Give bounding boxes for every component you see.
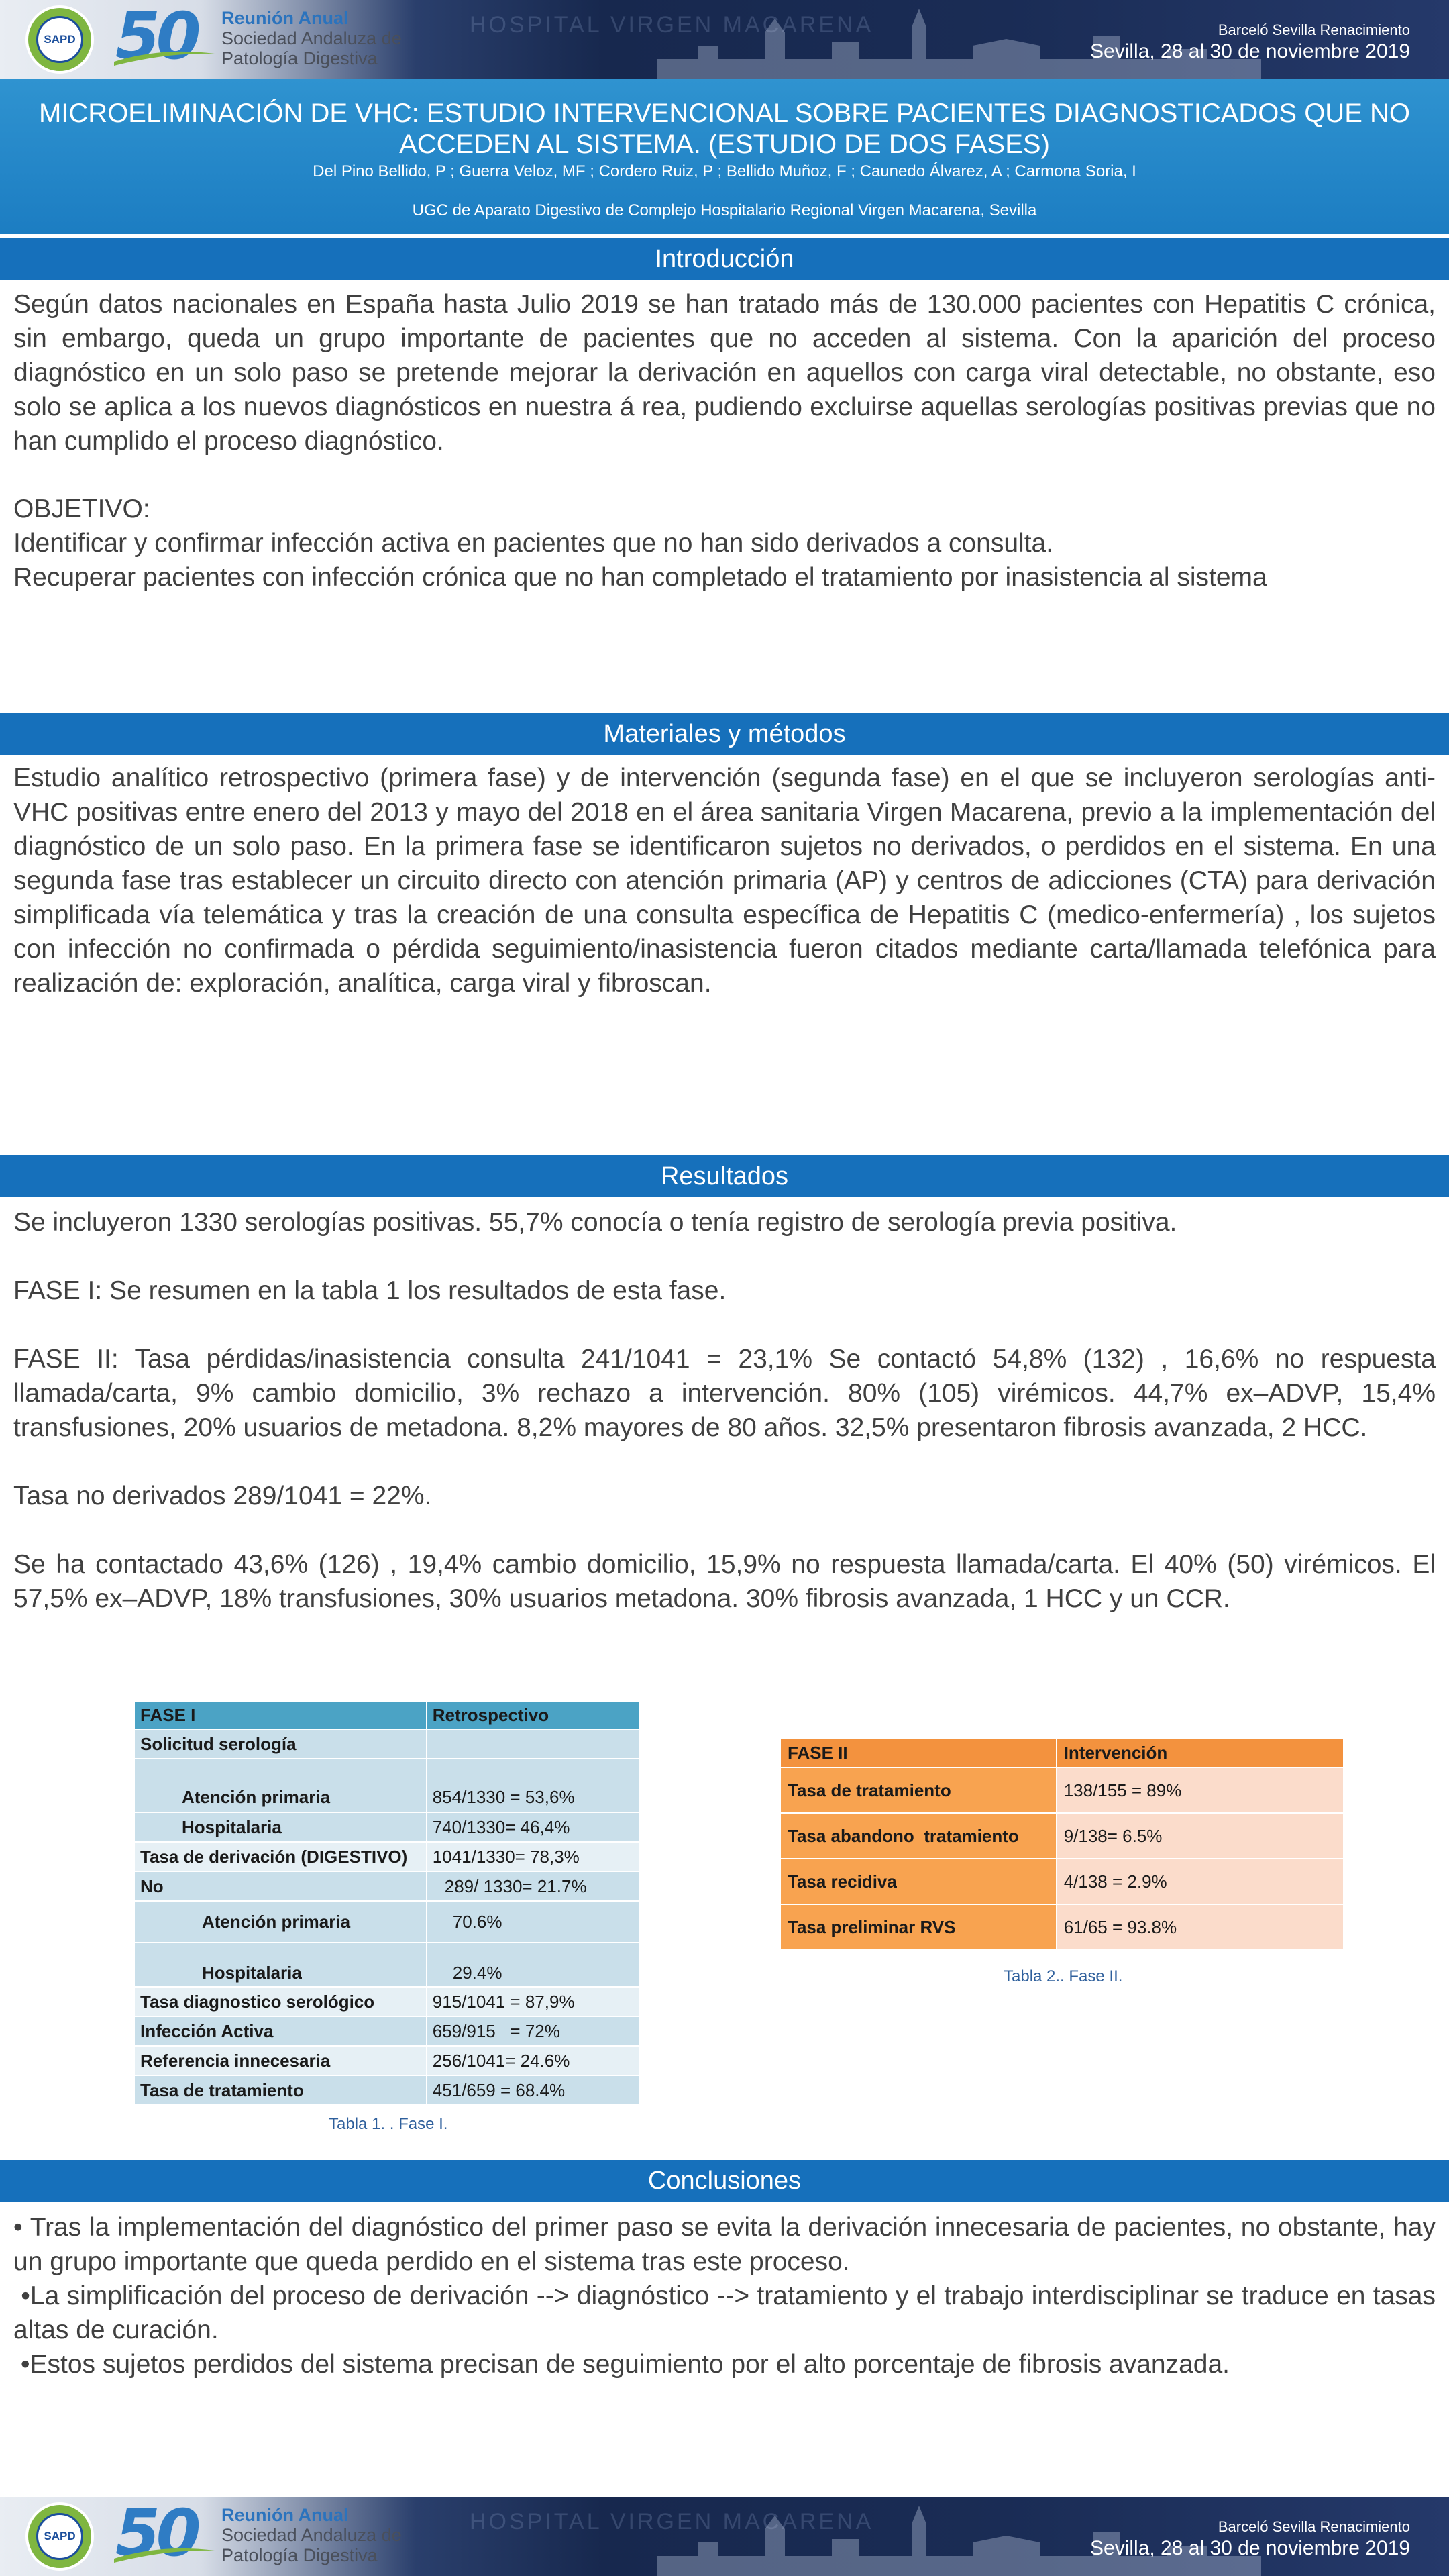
table-header-cell: FASE I <box>134 1701 427 1729</box>
affiliation: UGC de Aparato Digestivo de Complejo Hospitalario Regional Virgen Macarena, Sevilla <box>412 201 1037 219</box>
authors: Del Pino Bellido, P ; Guerra Veloz, MF ; Cordero Ruiz, P ; Bellido Muñoz, F ; Caunedo Álvarez, A ; Carmona Soria, I <box>313 162 1136 181</box>
table-header-row <box>134 1701 640 1729</box>
venue-info <box>1090 2517 1410 2560</box>
table-cell: Tasa de derivación (DIGESTIVO) <box>134 1842 427 1871</box>
table-cell: 61/65 = 93.8% <box>1057 1904 1344 1950</box>
brand-text <box>221 2505 402 2565</box>
results-p1: Se incluyeron 1330 serologías positivas. 55,7% conocía o tenía registro de serología previa positiva. <box>13 1208 1177 1237</box>
brand-line2: Sociedad Andaluza de <box>221 28 402 48</box>
table-row <box>134 2046 640 2075</box>
objective-label: OBJETIVO: <box>13 495 150 523</box>
table-cell: Tasa preliminar RVS <box>780 1904 1057 1950</box>
table-row <box>134 1729 640 1759</box>
banner-watermark: HOSPITAL VIRGEN MACARENA <box>470 12 874 38</box>
brand-line1: Reunión Anual <box>221 2505 349 2525</box>
brand-line3: Patología Digestiva <box>221 2545 378 2565</box>
table-cell: Infección Activa <box>134 2016 427 2046</box>
logo-swoosh <box>114 47 215 67</box>
table-cell: 1041/1330= 78,3% <box>427 1842 640 1871</box>
table-cell: 854/1330 = 53,6% <box>427 1759 640 1812</box>
table-header-row <box>780 1738 1344 1767</box>
methods-paragraph: Estudio analítico retrospectivo (primera fase) y de intervención (segunda fase) en el que se incluyeron serologías anti-VHC positivas entre enero del 2013 y mayo del 2018 en el área sanitaria Virgen Macarena, previo a la implementación del diagnóstico de un solo paso. En la primera fase se identificaron sujetos no derivados, o perdidos en el sistema. En una segunda fase tras establecer un circuito directo con atención primaria (AP) y centros de adicciones (CTA) para derivación simplificada vía telemática y tras la creación de una consulta específica de Hepatitis C (medico-enfermería) , los sujetos con infección no confirmada o pérdida seguimiento/inasistencia fueron citados mediante carta/llamada telefónica para realización de: exploración, analítica, carga viral y fibroscan. <box>13 764 1436 998</box>
conclusion-item-2: •La simplificación del proceso de derivación --> diagnóstico --> tratamiento y el trabajo interdisciplinar se traduce en tasas altas de curación. <box>13 2281 1443 2345</box>
conclusion-item-1: • Tras la implementación del diagnóstico del primer paso se evita la derivación innecesaria de pacientes, no obstante, hay un grupo importante que queda perdido en el sistema tras este proceso. <box>13 2213 1436 2276</box>
table-row <box>134 2016 640 2046</box>
anniversary-logo: 50 <box>115 0 197 74</box>
table-cell: 9/138= 6.5% <box>1057 1813 1344 1859</box>
venue-name: Barceló Sevilla Renacimiento <box>1218 21 1410 38</box>
table-cell: 138/155 = 89% <box>1057 1767 1344 1813</box>
section-heading-resultados: Resultados <box>0 1155 1449 1197</box>
intro-paragraph: Según datos nacionales en España hasta Julio 2019 se han tratado más de 130.000 pacientes con Hepatitis C crónica, sin embargo, queda un grupo importante de pacientes que no acceden al sistema. Con la aparición del proceso diagnóstico en un solo paso se pretende mejorar la derivación en aquellos con carga viral detectable, no obstante, eso solo se aplica a los nuevos diagnósticos en nuestra á rea, pudiendo excluirse aquellas serologías positivas previas que no han cumplido el proceso diagnóstico. <box>13 290 1436 456</box>
results-p4: Tasa no derivados 289/1041 = 22%. <box>13 1482 432 1510</box>
venue-dates: Sevilla, 28 al 30 de noviembre 2019 <box>1090 40 1410 62</box>
table-cell: Tasa de tratamiento <box>134 2075 427 2105</box>
objective-item-1: Identificar y confirmar infección activa en pacientes que no han sido derivados a consulta. <box>13 529 1054 558</box>
table-cell: Solicitud serología <box>134 1729 427 1759</box>
section-heading-conclusiones: Conclusiones <box>0 2160 1449 2202</box>
table-row <box>780 1813 1344 1859</box>
table-row <box>134 1842 640 1871</box>
table-header-cell: Retrospectivo <box>427 1701 640 1729</box>
venue-info <box>1090 20 1410 63</box>
sapd-logo: SAPD <box>25 2502 94 2571</box>
brand-text <box>221 8 402 68</box>
venue-dates: Sevilla, 28 al 30 de noviembre 2019 <box>1090 2537 1410 2559</box>
table-cell <box>427 1729 640 1759</box>
brand-line2: Sociedad Andaluza de <box>221 2525 402 2545</box>
table-cell: 70.6% <box>427 1901 640 1943</box>
brand-line1: Reunión Anual <box>221 8 349 28</box>
anniversary-logo: 50 <box>115 2497 197 2571</box>
top-banner <box>0 0 1449 79</box>
table-cell: 659/915 = 72% <box>427 2016 640 2046</box>
results-p3: FASE II: Tasa pérdidas/inasistencia consulta 241/1041 = 23,1% Se contactó 54,8% (132) , 16,6% no respuesta llamada/carta, 9% cambio domicilio, 3% rechazo a intervención. 80% (105) virémicos. 44,7% ex–ADVP, 15,4% transfusiones, 20% usuarios de metadona. 8,2% mayores de 80 años. 32,5% presentaron fibrosis avanzada, 2 HCC. <box>13 1345 1436 1442</box>
table-cell: 740/1330= 46,4% <box>427 1812 640 1842</box>
table-cell: 256/1041= 24.6% <box>427 2046 640 2075</box>
table-cell: 451/659 = 68.4% <box>427 2075 640 2105</box>
table-cell: Referencia innecesaria <box>134 2046 427 2075</box>
table-cell: Hospitalaria <box>134 1812 427 1842</box>
section-heading-introduccion: Introducción <box>0 238 1449 280</box>
table-header-cell: Intervención <box>1057 1738 1344 1767</box>
table-row <box>134 1943 640 1987</box>
table-cell: 289/ 1330= 21.7% <box>427 1871 640 1901</box>
table-row <box>134 1871 640 1901</box>
conclusion-item-3: •Estos sujetos perdidos del sistema precisan de seguimiento por el alto porcentaje de fibrosis avanzada. <box>13 2350 1230 2379</box>
table-fase-1 <box>133 1700 641 2106</box>
table-cell: Tasa de tratamiento <box>780 1767 1057 1813</box>
table-cell: Tasa abandono tratamiento <box>780 1813 1057 1859</box>
table-row <box>134 1987 640 2016</box>
logo-swoosh <box>114 2544 215 2564</box>
table-2-caption: Tabla 2.. Fase II. <box>1004 1967 1123 1986</box>
title-box <box>0 79 1449 234</box>
table-row <box>134 2075 640 2105</box>
table-row <box>780 1904 1344 1950</box>
venue-name: Barceló Sevilla Renacimiento <box>1218 2518 1410 2535</box>
table-row <box>134 1901 640 1943</box>
table-cell: Atención primaria <box>134 1759 427 1812</box>
table-cell: 29.4% <box>427 1943 640 1987</box>
table-cell: 915/1041 = 87,9% <box>427 1987 640 2016</box>
banner-watermark: HOSPITAL VIRGEN MACARENA <box>470 2509 874 2534</box>
objective-item-2: Recuperar pacientes con infección crónica que no han completado el tratamiento por inasistencia al sistema <box>13 563 1267 592</box>
table-cell: 4/138 = 2.9% <box>1057 1859 1344 1904</box>
table-header-cell: FASE II <box>780 1738 1057 1767</box>
table-cell: No <box>134 1871 427 1901</box>
sapd-logo: SAPD <box>25 5 94 74</box>
table-cell: Tasa recidiva <box>780 1859 1057 1904</box>
bottom-banner <box>0 2497 1449 2576</box>
brand-line3: Patología Digestiva <box>221 48 378 68</box>
poster-title: MICROELIMINACIÓN DE VHC: ESTUDIO INTERVENCIONAL SOBRE PACIENTES DIAGNOSTICADOS QUE NO ACCEDEN AL SISTEMA. (ESTUDIO DE DOS FASES) <box>38 99 1410 159</box>
table-row <box>780 1767 1344 1813</box>
results-p5: Se ha contactado 43,6% (126) , 19,4% cambio domicilio, 15,9% no respuesta llamada/carta. El 40% (50) virémicos. El 57,5% ex–ADVP, 18% transfusiones, 30% usuarios metadona. 30% fibrosis avanzada, 1 HCC y un CCR. <box>13 1550 1436 1613</box>
table-cell: Atención primaria <box>134 1901 427 1943</box>
section-heading-metodos: Materiales y métodos <box>0 713 1449 755</box>
table-row <box>780 1859 1344 1904</box>
results-p2: FASE I: Se resumen en la tabla 1 los resultados de esta fase. <box>13 1276 727 1305</box>
table-row <box>134 1812 640 1842</box>
table-row <box>134 1759 640 1812</box>
table-cell: Hospitalaria <box>134 1943 427 1987</box>
table-cell: Tasa diagnostico serológico <box>134 1987 427 2016</box>
table-fase-2 <box>780 1737 1344 1951</box>
table-1-caption: Tabla 1. . Fase I. <box>329 2115 448 2133</box>
